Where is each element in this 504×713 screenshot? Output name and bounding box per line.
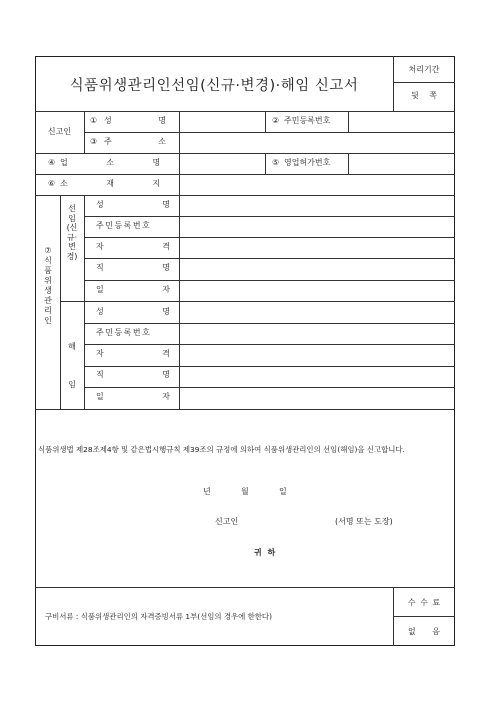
license-number: ⑤ xyxy=(272,158,280,167)
dismiss-field-label: 주민등록번호 xyxy=(96,328,152,337)
applicant-mid-line xyxy=(84,132,455,133)
manager-value-divider xyxy=(179,195,180,409)
appoint-field-label: 주민등록번호 xyxy=(96,221,152,230)
appoint-dismiss-divider xyxy=(60,301,455,302)
header-divider xyxy=(393,56,394,111)
processing-period-label: 처리기간 xyxy=(408,65,440,74)
addressee-label: 귀 하 xyxy=(254,548,276,557)
declaration-bottom-line xyxy=(35,587,455,588)
appoint-field-label: 일 자 xyxy=(96,285,170,294)
dismiss-field-label: 일 자 xyxy=(96,392,170,401)
appoint-row-line-3 xyxy=(84,258,455,259)
address-number: ③ xyxy=(90,137,98,146)
appoint-field-label: 직 명 xyxy=(96,263,170,272)
business-bottom-line xyxy=(35,174,455,175)
header-bottom-line xyxy=(35,111,455,112)
rrn-label-right-line xyxy=(348,111,349,132)
manager-bottom-line xyxy=(35,409,455,410)
dismiss-field-label: 자 격 xyxy=(96,349,170,358)
license-label: 영업허가번호 xyxy=(284,158,331,167)
declarant-label: 신고인 xyxy=(215,517,239,526)
rrn-number: ② xyxy=(272,116,280,125)
signature-note: (서명 또는 도장) xyxy=(335,517,393,526)
appoint-row-line-2 xyxy=(84,237,455,238)
license-label-left-line xyxy=(265,153,266,174)
applicant-rrn-label: 주민등록번호 xyxy=(284,116,331,125)
dismiss-label: 해임 xyxy=(68,342,76,389)
dismiss-row-line-2 xyxy=(84,344,455,345)
appoint-field-label: 성 명 xyxy=(96,200,170,209)
rrn-label-left-line xyxy=(265,111,266,132)
applicant-name-label xyxy=(104,117,172,125)
required-documents: 구비서류 : 식품위생관리인의 자격증빙서류 1부(선임의 경우에 한한다) xyxy=(45,612,272,621)
applicant-bottom-line xyxy=(35,153,455,154)
period-divider xyxy=(393,82,455,83)
location-bottom-line xyxy=(35,195,455,196)
applicant-label-divider xyxy=(84,111,85,153)
business-name-label: 업 소 명 xyxy=(60,158,161,167)
manager-label: ⑦식품위생관리인 xyxy=(44,246,52,325)
dismiss-field-label: 성 명 xyxy=(96,307,170,316)
name-number: ① xyxy=(90,116,98,125)
appoint-field-label: 자 격 xyxy=(96,242,170,251)
processing-period-value: 뒷 쪽 xyxy=(411,91,437,100)
dismiss-row-line-4 xyxy=(84,387,455,388)
appoint-label: 선임(신규·변경) xyxy=(66,204,78,261)
date-year-label: 년 xyxy=(203,487,211,496)
fee-label: 수 수 료 xyxy=(407,598,441,607)
date-month-label: 월 xyxy=(241,487,249,496)
manager-section-divider xyxy=(84,195,85,409)
location-value-divider xyxy=(179,174,180,195)
appoint-row-line-4 xyxy=(84,280,455,281)
location-number: ⑥ xyxy=(48,179,56,188)
location-label: 소 재 지 xyxy=(60,179,161,188)
fee-value: 없 음 xyxy=(408,627,440,636)
applicant-label: 신고인 xyxy=(47,127,72,136)
applicant-address-label: 주 소 xyxy=(104,137,166,146)
dismiss-row-line-3 xyxy=(84,366,455,367)
business-number: ④ xyxy=(48,158,56,167)
dismiss-row-line-1 xyxy=(84,323,455,324)
manager-label-divider xyxy=(60,195,61,409)
dismiss-field-label: 직 명 xyxy=(96,370,170,379)
date-day-label: 일 xyxy=(279,487,287,496)
applicant-value-divider xyxy=(179,111,180,153)
declaration-statement: 식품위생법 제28조제4항 및 같은법시행규칙 제39조의 규정에 의하여 식품위생관리인의 선임(해임)을 신고합니다. xyxy=(38,445,405,454)
form-title: 식품위생관리인선임(신규·변경)·해임 신고서 xyxy=(69,78,359,94)
appoint-row-line-1 xyxy=(84,216,455,217)
fee-divider xyxy=(393,616,455,617)
business-value-divider xyxy=(179,153,180,174)
applicant-name-label-text: 성 명 xyxy=(104,116,166,125)
license-label-right-line xyxy=(348,153,349,174)
